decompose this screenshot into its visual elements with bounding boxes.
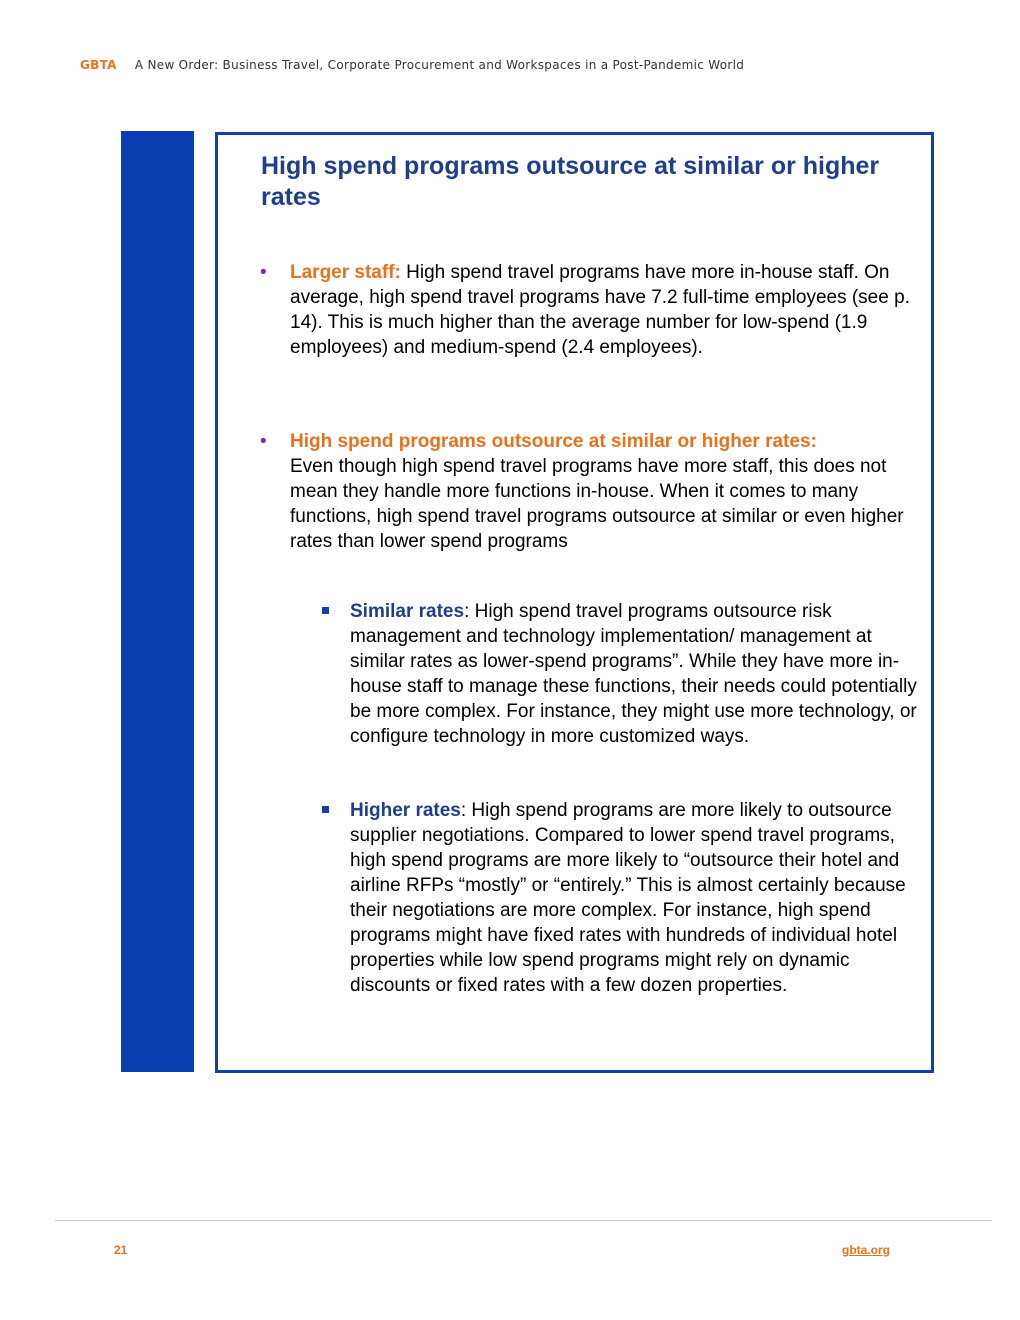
bullet-dot-icon: • [260, 431, 267, 452]
bullet-item [260, 429, 920, 554]
bullet-text: Even though high spend travel programs have more staff, this does not mean they handle more functions in-house. When it comes to many functions, high spend travel programs outsource at similar or even higher rates than lower spend programs [290, 456, 904, 552]
sub-bullet-item [350, 798, 920, 998]
square-bullet-icon [322, 806, 329, 813]
sub-bullet-text: : High spend programs are more likely to outsource supplier negotiations. Compared to lower spend travel programs, high spend programs are more likely to “outsource their hotel and airline RFPs “mostly” or “entirely.” This is almost certainly because their negotiations are more complex. For instance, high spend programs might have fixed rates with hundreds of individual hotel properties while low spend programs might rely on dynamic discounts or fixed rates with a few dozen properties. [350, 800, 906, 996]
page-number: 21 [114, 1243, 128, 1257]
callout-title: High spend programs outsource at similar or higher rates [261, 152, 880, 211]
bullet-dot-icon: • [260, 262, 267, 283]
sub-bullet-lead: Higher rates [350, 800, 461, 821]
sub-bullet-lead: Similar rates [350, 601, 465, 622]
bullet-lead: High spend programs outsource at similar or higher rates: [290, 431, 817, 452]
sub-bullet-item [350, 599, 920, 749]
footer-divider [55, 1220, 992, 1221]
callout-box [215, 132, 934, 1073]
page-header [80, 58, 744, 72]
document-title: A New Order: Business Travel, Corporate Procurement and Workspaces in a Post-Pandemic World [134, 58, 745, 72]
bullet-text: High spend travel programs have more in-house staff. On average, high spend travel programs have 7.2 full-time employees (see p. 14). This is much higher than the average number for low-spend (1.9 employees) and medium-spend (2.4 employees). [290, 262, 910, 358]
website-link[interactable]: gbta.org [842, 1243, 890, 1257]
square-bullet-icon [322, 607, 329, 614]
sub-bullet-text: : High spend travel programs outsource risk management and technology implementation/ management at similar rates as lower-spend programs”. While they have more in-house staff to manage these functions, their needs could potentially be more complex. For instance, they might use more technology, or configure technology in more customized ways. [350, 601, 917, 747]
brand-label: GBTA [80, 58, 117, 72]
decorative-side-bar [121, 131, 194, 1072]
bullet-item [260, 260, 920, 360]
bullet-lead: Larger staff: [290, 262, 401, 283]
